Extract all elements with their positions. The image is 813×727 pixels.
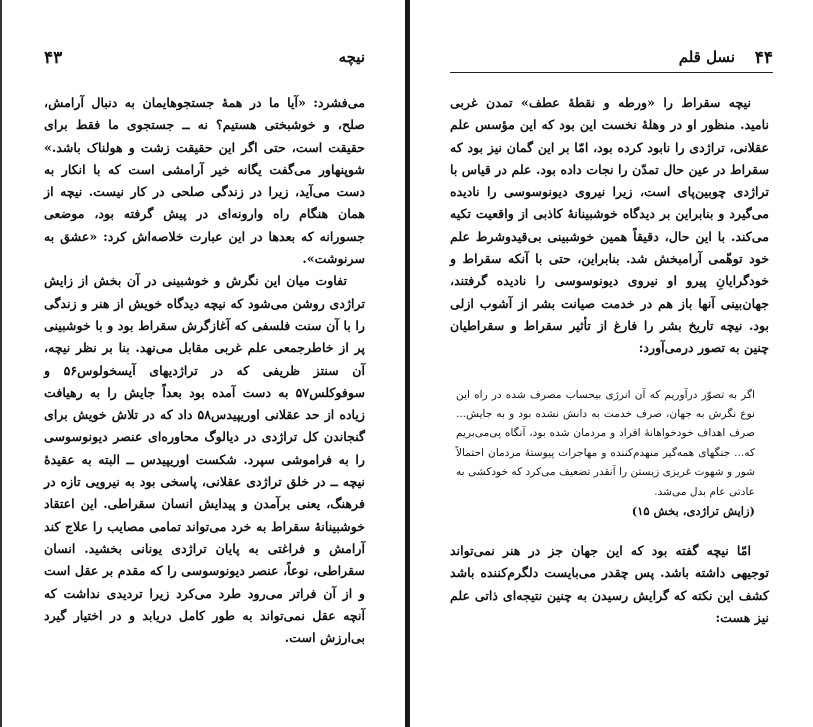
left-paragraph-2: تفاوت میان این نگرش و خوشبینی در آن بخش از زایش تراژدی روشن می‌شود که نیچه دیدگاه خویش از هنر و زندگی را با آن سنت فلسفی که آغازگرش سقراط بود و با خوشبینی پر از خاطرجمعی علم غربی مقابل می‌نهد. بنا بر نظر نیچه، آن سنتز ظریفی که در تراژدیهای آیسخولوس۵۶ و سوفوکلس۵۷ به دست آمده بود بعداً جایش را به رهیافت زیاده از حد عقلانی اوریپیدس۵۸ داد که در تلاش خویش برای گنجاندن کل تراژدی در دیالوگ محاوره‌ای عنصر دیونوسوسی را به فراموشی سپرد. شکست اوریپیدس ــ البته به عقیدهٔ نیچه ــ در خلق تراژدی عقلانی، پاسخی بود به نیرویی تازه در فرهنگ، یعنی برآمدن و پیدایش انسان سقراطی. این اعتقاد خوشبینانهٔ سقراط به خرد می‌تواند تمامی مصایب را علاج کند آرامش و فراغتی به پایان تراژدی یونانی بخشید. انسان سقراطی، نوعاً، عنصر دیونوسوسی را که مقدم بر عقل است و از آن فراتر می‌رود طرد می‌کرد زیرا تردیدی نداشت که آنچه عقل نمی‌تواند به طور کامل دریابد و در اختیار گیرد بی‌ارزش است. [44,273,365,646]
right-page-number: ۴۴ [754,48,773,68]
right-running-head: نسل قلم [678,48,735,66]
header-rule [450,72,773,73]
right-paragraph-closing: امّا نیچه گفته بود که این جهان جز در هنر نمی‌تواند توجیهی داشته باشد. پس چقدر می‌بایست دلگرم‌کننده باشد کشف این نکته که گرایش رسیدن به چنین نتیجه‌ای ذاتی علم نیز هست: [450,543,769,625]
left-page [2,0,405,727]
quote-citation: (زایش تراژدی، بخش ۱۵) [631,504,755,518]
left-page-number: ۴۳ [44,48,63,68]
left-running-head: نیچه [338,48,365,66]
left-page-header [2,48,405,70]
block-quote: اگر به تصوّر درآوریم که آن انرژی بیحساب مصرف شده در راه این نوع نگرش به جهان، صرف خدمت به دانش نشده بود و به جایش... صرف اهداف خودخواهانهٔ افراد و مردمان شده بود، آنگاه پی‌می‌بریم که... جنگهای همه‌گیر منهدم‌کننده و مهاجرات پیوستهٔ مردمان احتمالاً شور و شهوت غریزی زیستن را آنقدر تضعیف می‌کرد که خودکشی به عادتی عام بدل می‌شد. [456,388,755,498]
right-paragraph-1: نیچه سقراط را «ورطه و نقطهٔ عطف» تمدن غربی نامید. منظور او در وهلهٔ نخست این بود که این مؤسس علم عقلانی، تراژدی را نابود کرده بود، امّا بر این گمان نیز بود که سقراط در عین حال تمدّن را نجات داده بود. علم در قیاس با تراژدی چوبین‌پای است، زیرا نیروی دیونوسوسی را نادیده می‌گیرد و بنابراین بر دیدگاه خوشبینانهٔ کاذبی از واقعیت تکیه می‌کند. با این حال، دقیقاً همین خوشبینی بی‌قیدوشرط علم خود توهّمی آرامبخش شد. بنابراین، حتی با آنکه سقراط و خودگرایانِ پیرو او نیروی دیونوسوسی را نادیده گرفتند، جهان‌بینی آنها باز هم در خدمت صیانت بشر از آشوب ازلی بود. نیچه تاریخ بشر را فارغ از تأثیر سقراط و سقراطیان چنین به تصور درمی‌آورد: [450,95,769,356]
right-page-header [410,48,813,70]
right-page [410,0,813,727]
right-page-body [450,92,769,629]
left-page-body [44,92,365,649]
left-paragraph-1: می‌فشرد: «آیا ما در همهٔ جستجوهایمان به دنبال آرامش، صلح، و خوشبختی هستیم؟ نه ــ جستجوی ما فقط برای حقیقت است، حتی اگر این حقیقت زشت و هولناک باشد.» شوپنهاور می‌گفت یگانه خیر آرامشی است که با انکار به دست می‌آید، زیرا در زندگی صلحی در کار نیست. نیچه از همان هنگام راه وارونه‌ای در پیش گرفته بود، موضعی جسورانه که بعدها در این عبارت خلاصه‌اش کرد: «عشق به سرنوشت». [44,95,365,267]
